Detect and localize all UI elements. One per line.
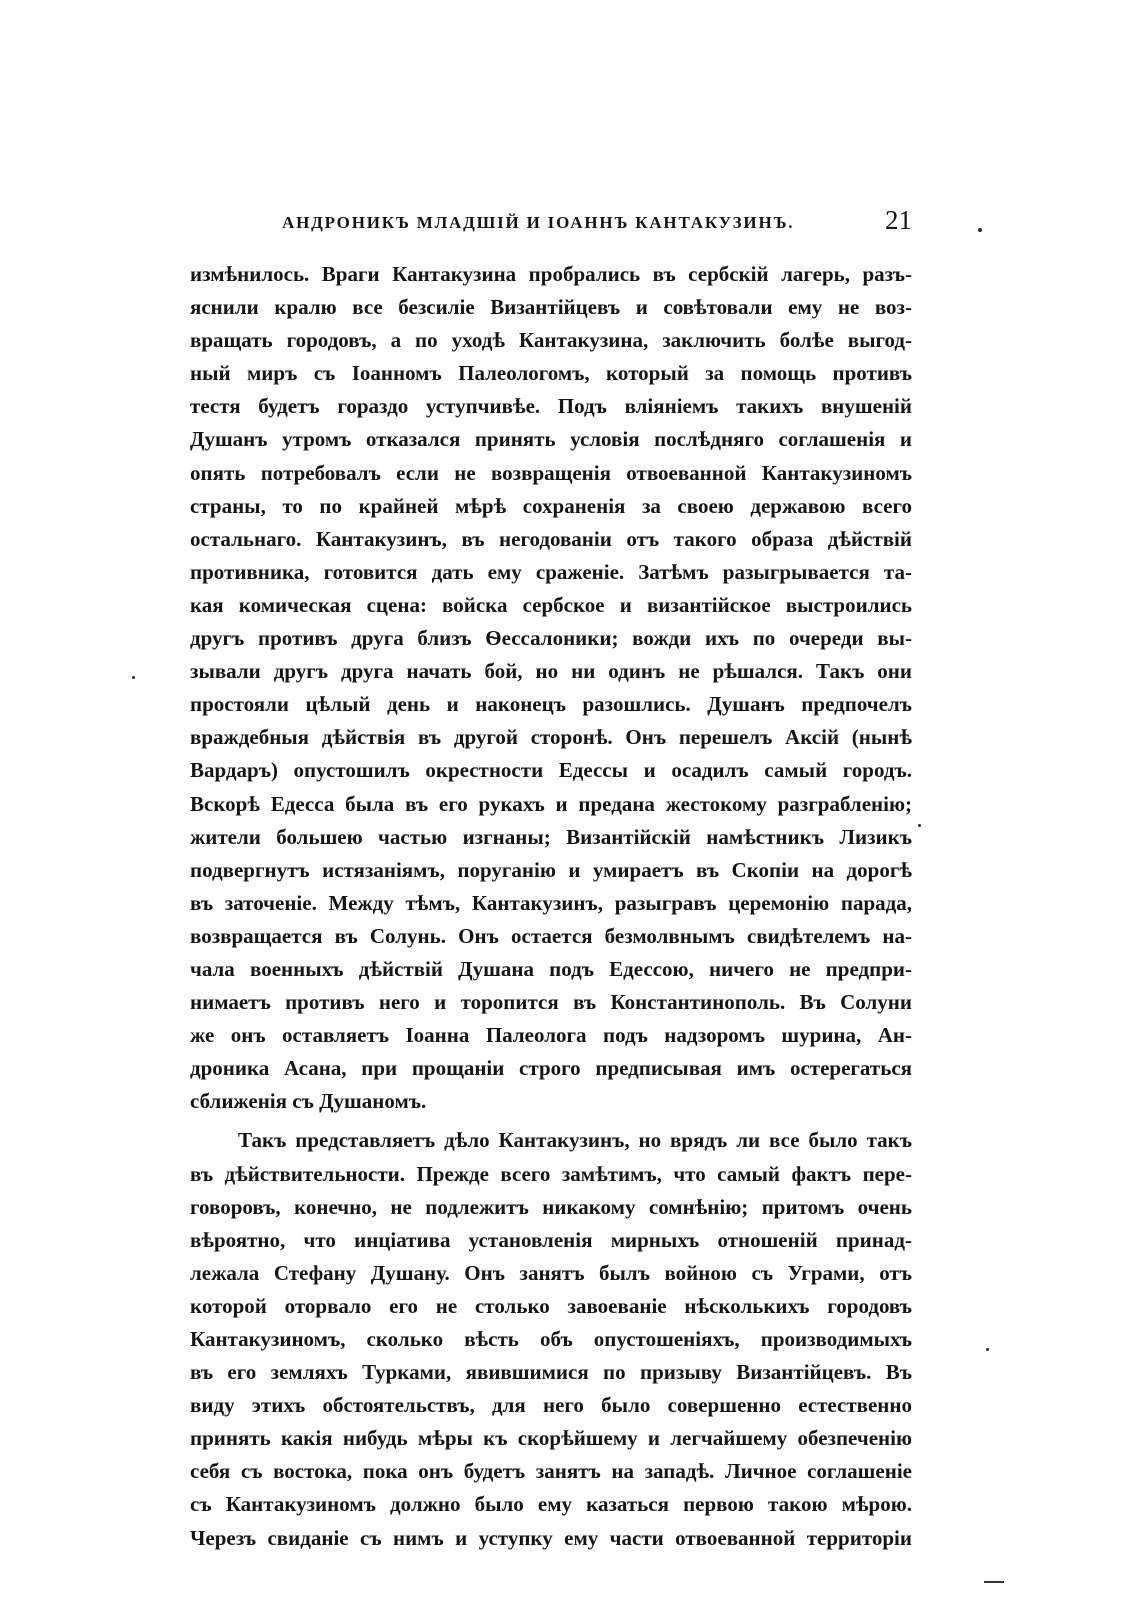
text-line: яснили кралю все безсиліе Византійцевъ и совѣтовали ему не воз- xyxy=(190,295,912,320)
text-line: Черезъ свиданіе съ нимъ и уступку ему части отвоеванной территоріи xyxy=(190,1525,912,1550)
text-line: говоровъ, конечно, не подлежитъ никакому сомнѣнію; притомъ очень xyxy=(190,1194,912,1219)
text-line: себя съ востока, пока онъ будетъ занятъ на западѣ. Личное соглашеніе xyxy=(190,1459,912,1484)
text-line: Такъ представляетъ дѣло Кантакузинъ, но врядъ ли все было такъ xyxy=(238,1128,912,1153)
text-line: остальнаго. Кантакузинъ, въ негодованіи отъ такого образа дѣйствій xyxy=(190,526,912,551)
running-title: АНДРОНИКЪ МЛАДШІЙ И ІОАННЪ КАНТАКУЗИНЪ. xyxy=(282,213,795,232)
scan-speck xyxy=(918,824,921,827)
text-line: Кантакузиномъ, сколько вѣсть объ опустошеніяхъ, производимыхъ xyxy=(190,1327,912,1351)
text-line: опять потребовалъ если не возвращенія отвоеванной Кантакузиномъ xyxy=(190,460,912,485)
paragraph-2 xyxy=(190,1124,912,1554)
text-line: лежала Стефану Душану. Онъ занятъ былъ войною съ Уграми, отъ xyxy=(190,1260,912,1285)
text-line: вѣроятно, что инціатива установленія мирныхъ отношеній принад- xyxy=(190,1227,912,1252)
paragraph-1 xyxy=(190,258,912,1118)
text-line: же онъ оставляетъ Іоанна Палеолога подъ надзоромъ шурина, Ан- xyxy=(190,1023,912,1048)
page-number: 21 xyxy=(885,205,912,235)
text-line: сближенія съ Душаномъ. xyxy=(190,1089,427,1114)
scan-mark xyxy=(984,1581,1004,1583)
text-line: враждебныя дѣйствія въ другой сторонѣ. Онъ перешелъ Аксій (нынѣ xyxy=(190,725,912,750)
text-line: измѣнилось. Враги Кантакузина пробрались въ сербскій лагерь, разъ- xyxy=(190,262,912,286)
scan-speck xyxy=(978,228,982,232)
scan-speck xyxy=(986,1348,989,1351)
text-line: дроника Асана, при прощаніи строго предписывая имъ остерегаться xyxy=(190,1056,912,1081)
text-line: принять какія нибудь мѣры къ скорѣйшему и легчайшему обезпеченію xyxy=(190,1426,912,1451)
text-line: нимаетъ противъ него и торопится въ Константинополь. Въ Солуни xyxy=(190,990,912,1015)
text-line: противника, готовится дать ему сраженіе. Затѣмъ разыгрывается та- xyxy=(190,559,912,584)
text-line: Вардаръ) опустошилъ окрестности Едессы и осадилъ самый городъ. xyxy=(190,758,912,783)
text-line: подвергнутъ истязаніямъ, поруганію и умираетъ въ Скопіи на дорогѣ xyxy=(190,857,912,882)
text-line: Душанъ утромъ отказался принять условія послѣдняго соглашенія и xyxy=(190,427,912,452)
text-line: въ заточеніе. Между тѣмъ, Кантакузинъ, разыгравъ церемонію парада, xyxy=(190,890,912,915)
text-line: въ дѣйствительности. Прежде всего замѣтимъ, что самый фактъ пере- xyxy=(190,1161,912,1186)
text-line: жители большею частью изгнаны; Византійскій намѣстникъ Лизикъ xyxy=(190,824,912,849)
text-line: простояли цѣлый день и наконецъ разошлись. Душанъ предпочелъ xyxy=(190,692,912,717)
text-line: тестя будетъ гораздо уступчивѣе. Подъ вліяніемъ такихъ внушеній xyxy=(190,394,912,419)
text-line: Вскорѣ Едесса была въ его рукахъ и предана жестокому разграбленію; xyxy=(190,791,912,816)
text-line: страны, то по крайней мѣрѣ сохраненія за своею державою всего xyxy=(190,493,912,518)
text-line: которой оторвало его не столько завоеваніе нѣсколькихъ городовъ xyxy=(190,1293,912,1318)
text-line: другъ противъ друга близъ Ѳессалоники; вожди ихъ по очереди вы- xyxy=(190,626,912,651)
text-line: чала военныхъ дѣйствій Душана подъ Едессою, ничего не предпри- xyxy=(190,956,912,981)
body-text xyxy=(190,258,912,1555)
text-line: ный миръ съ Іоанномъ Палеологомъ, который за помощь противъ xyxy=(190,361,912,386)
text-line: возвращается въ Солунь. Онъ остается безмолвнымъ свидѣтелемъ на- xyxy=(190,923,912,948)
scan-speck xyxy=(132,676,135,679)
text-line: кая комическая сцена: войска сербское и византійское выстроились xyxy=(190,592,912,617)
running-head xyxy=(190,205,912,245)
text-line: зывали другъ друга начать бой, но ни одинъ не рѣшался. Такъ они xyxy=(190,659,912,684)
text-line: въ его земляхъ Турками, явившимися по призыву Византійцевъ. Въ xyxy=(190,1360,912,1385)
text-line: съ Кантакузиномъ должно было ему казаться первою такою мѣрою. xyxy=(190,1492,912,1517)
text-line: вращать городовъ, а по уходѣ Кантакузина, заключить болѣе выгод- xyxy=(190,328,912,353)
text-line: виду этихъ обстоятельствъ, для него было совершенно естественно xyxy=(190,1393,912,1418)
